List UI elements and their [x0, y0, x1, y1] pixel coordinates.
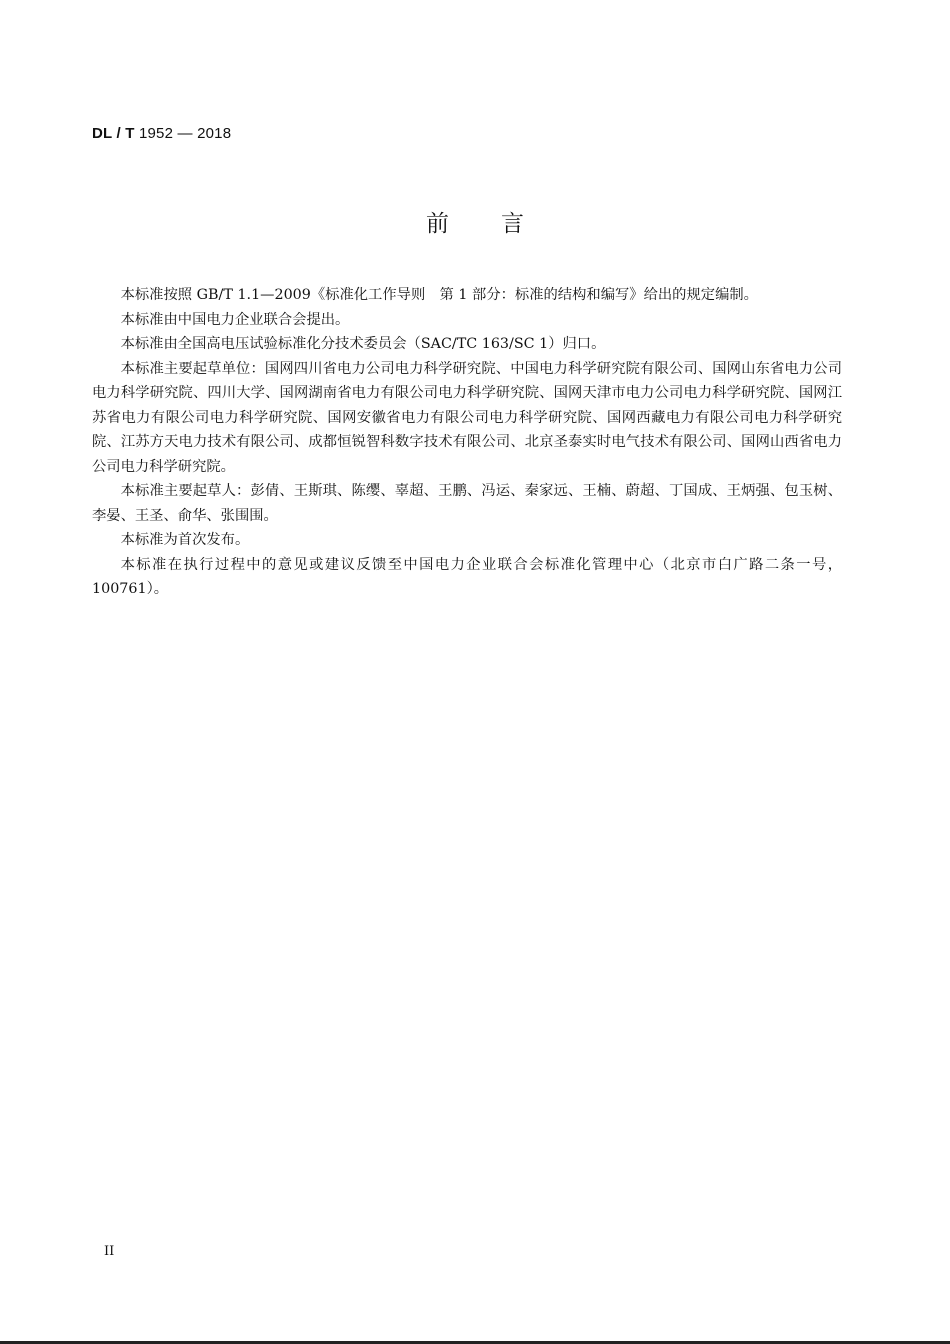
paragraph-proposer: 本标准由中国电力企业联合会提出。: [120, 311, 350, 328]
foreword-body: [92, 283, 842, 602]
document-code-prefix: DL / T: [92, 125, 135, 142]
page-title: 前言: [426, 211, 576, 237]
document-code: [92, 125, 231, 142]
paragraph-structure-basis: 本标准按照 GB/T 1.1—2009《标准化工作导则 第 1 部分：标准的结构和编写》给出的规定编制。: [120, 287, 758, 303]
paragraph-drafters: 本标准主要起草人：彭倩、王斯琪、陈缨、辜超、王鹏、冯运、秦家远、王楠、蔚超、丁国成、王炳强、包玉树、李晏、王圣、俞华、张围围。: [92, 483, 842, 524]
paragraph-first-release: 本标准为首次发布。: [120, 532, 250, 548]
paragraph-management: 本标准由全国高电压试验标准化分技术委员会（SAC/TC 163/SC 1）归口。: [120, 336, 606, 352]
page-number: II: [104, 1244, 115, 1259]
paragraph-feedback: 本标准在执行过程中的意见或建议反馈至中国电力企业联合会标准化管理中心（北京市白广路二条一号，100761）。: [92, 556, 842, 597]
paragraph-drafting-units: 本标准主要起草单位：国网四川省电力公司电力科学研究院、中国电力科学研究院有限公司、国网山东省电力公司电力科学研究院、四川大学、国网湖南省电力有限公司电力科学研究院、国网天津市电力公司电力科学研究院、国网江苏省电力有限公司电力科学研究院、国网安徽省电力有限公司电力科学研究院、国网西藏电力有限公司电力科学研究院、江苏方天电力技术有限公司、成都恒锐智科数字技术有限公司、北京圣泰实时电气技术有限公司、国网山西省电力公司电力科学研究院。: [92, 360, 842, 475]
document-code-number: 1952 — 2018: [134, 125, 232, 142]
